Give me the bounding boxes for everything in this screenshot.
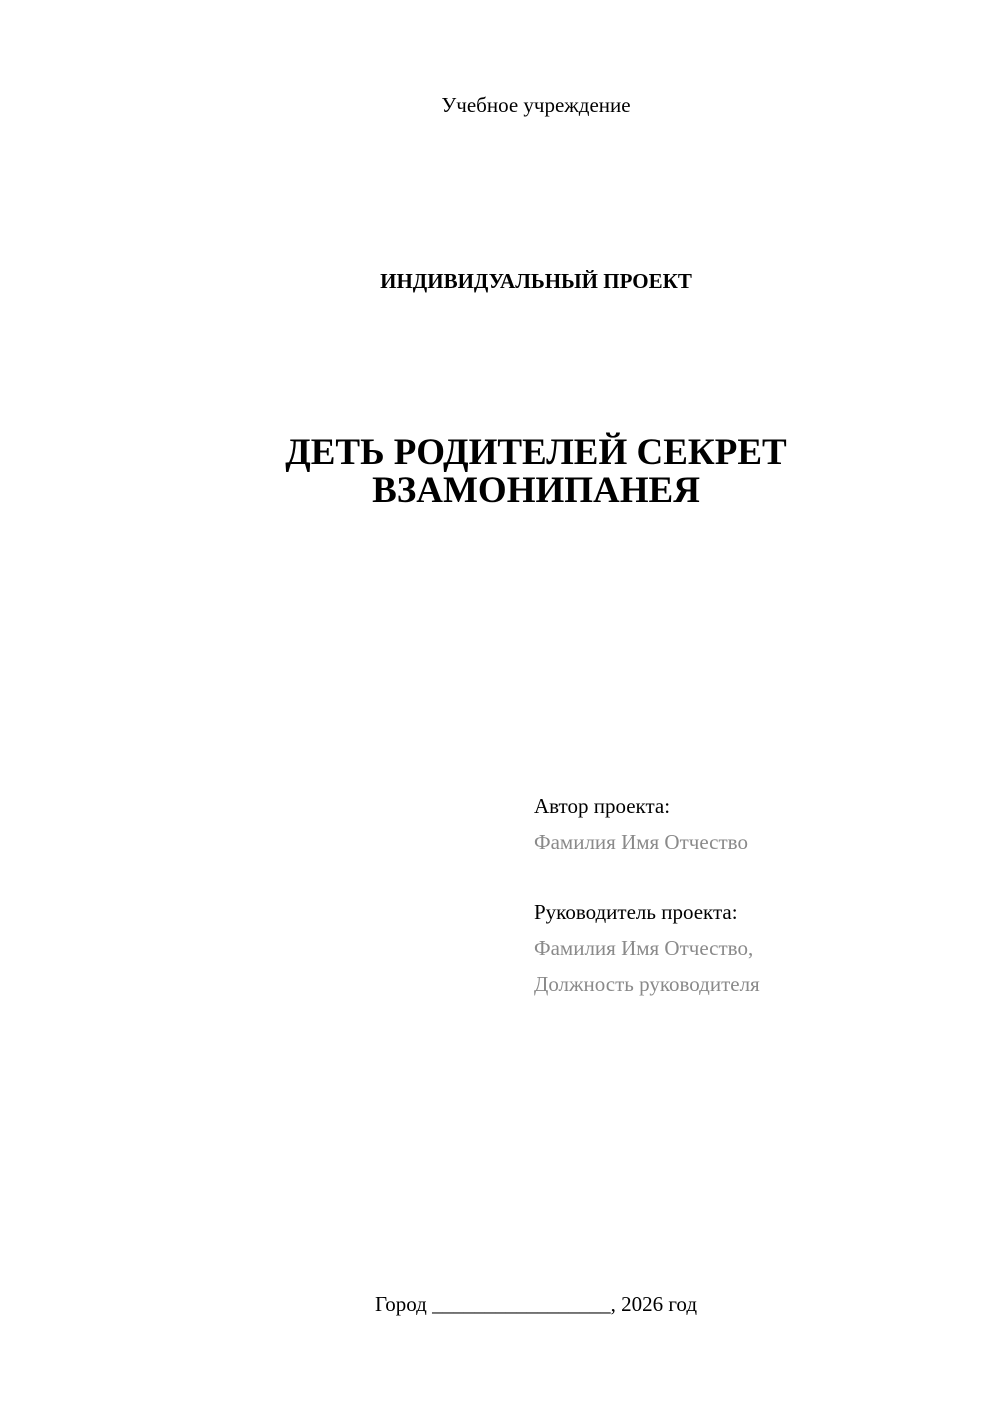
info-spacer — [534, 860, 760, 894]
author-label: Автор проекта: — [534, 794, 671, 818]
project-title — [0, 434, 1000, 510]
institution-name: Учебное учреждение — [441, 93, 631, 117]
city-year-line: Город _________________, 2026 год — [374, 1292, 698, 1316]
supervisor-label: Руководитель проекта: — [534, 900, 738, 924]
supervisor-position: Должность руководителя — [534, 972, 760, 996]
supervisor-name: Фамилия Имя Отчество, — [534, 936, 754, 960]
author-name: Фамилия Имя Отчество — [534, 830, 748, 854]
project-info — [534, 788, 760, 1002]
project-title-line-2: ВЗАМОНИПАНЕЯ — [372, 470, 700, 511]
project-title-line-1: ДЕТЬ РОДИТЕЛЕЙ СЕКРЕТ — [285, 432, 787, 473]
document-type: ИНДИВИДУАЛЬНЫЙ ПРОЕКТ — [380, 269, 692, 293]
